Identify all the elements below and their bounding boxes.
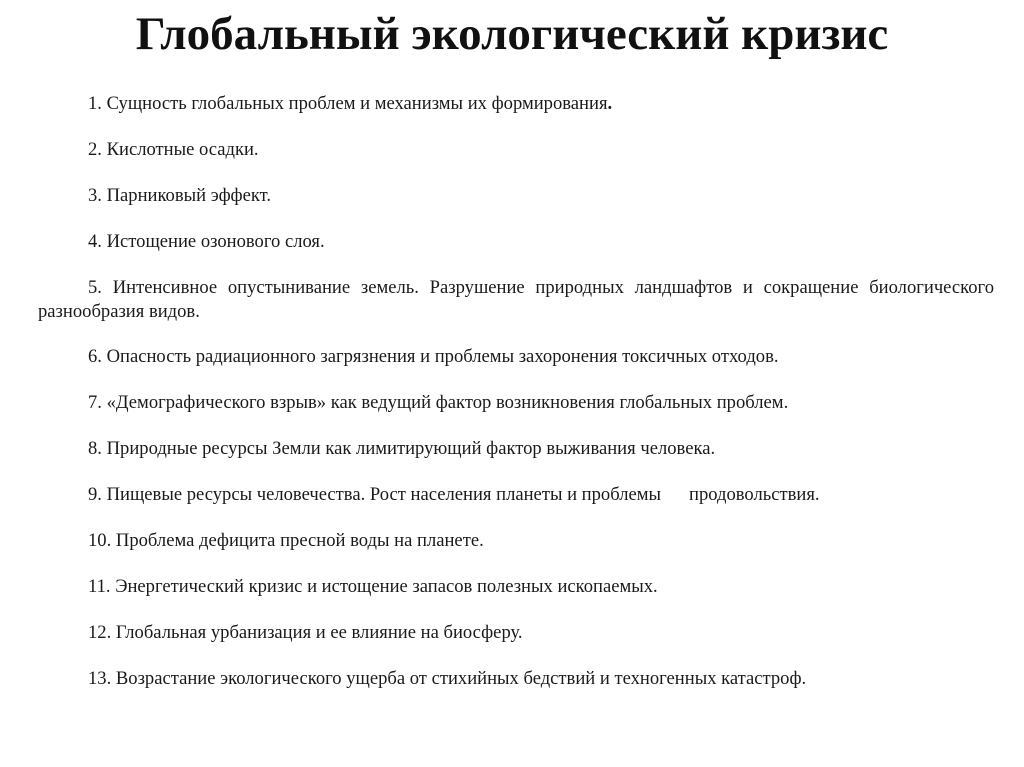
list-item	[38, 92, 994, 116]
list-item	[38, 345, 994, 369]
list-item-text: 13. Возрастание экологического ущерба от стихийных бедствий и техногенных катастроф.	[88, 668, 807, 689]
list-item	[38, 483, 994, 507]
list-item-text: 6. Опасность радиационного загрязнения и проблемы захоронения токсичных отходов.	[88, 346, 779, 367]
list-item-text: 1. Сущность глобальных проблем и механизмы их формирования	[88, 93, 608, 114]
list-item-text: 2. Кислотные осадки.	[88, 139, 259, 160]
list-item	[38, 529, 994, 553]
list-item	[38, 276, 994, 324]
list-item-tail: продовольствия.	[689, 484, 820, 505]
list-item	[38, 621, 994, 645]
list-item-text: 7. «Демографического взрыв» как ведущий фактор возникновения глобальных проблем.	[88, 392, 789, 413]
list-item-tail: .	[607, 93, 613, 114]
list-item-text: 5. Интенсивное опустынивание земель. Разрушение природных ландшафтов и сокращение биологического разнообразия видов.	[38, 277, 994, 322]
list-item-text: 12. Глобальная урбанизация и ее влияние на биосферу.	[88, 622, 523, 643]
list-item	[38, 575, 994, 599]
slide-title: Глобальный экологический кризис	[135, 8, 889, 60]
list-item	[38, 667, 994, 691]
list-item	[38, 138, 994, 162]
list-item-text: 11. Энергетический кризис и истощение запасов полезных ископаемых.	[88, 576, 658, 597]
list-item	[38, 230, 994, 254]
list-item	[38, 184, 994, 208]
list-item-text: 8. Природные ресурсы Земли как лимитирующий фактор выживания человека.	[88, 438, 716, 459]
topic-list	[38, 92, 994, 713]
list-item-text: 10. Проблема дефицита пресной воды на планете.	[88, 530, 484, 551]
list-item	[38, 437, 994, 461]
list-item-text: 4. Истощение озонового слоя.	[88, 231, 325, 252]
list-item-text: 3. Парниковый эффект.	[88, 185, 272, 206]
list-item	[38, 391, 994, 415]
list-item-text: 9. Пищевые ресурсы человечества. Рост населения планеты и проблемы	[88, 484, 662, 505]
